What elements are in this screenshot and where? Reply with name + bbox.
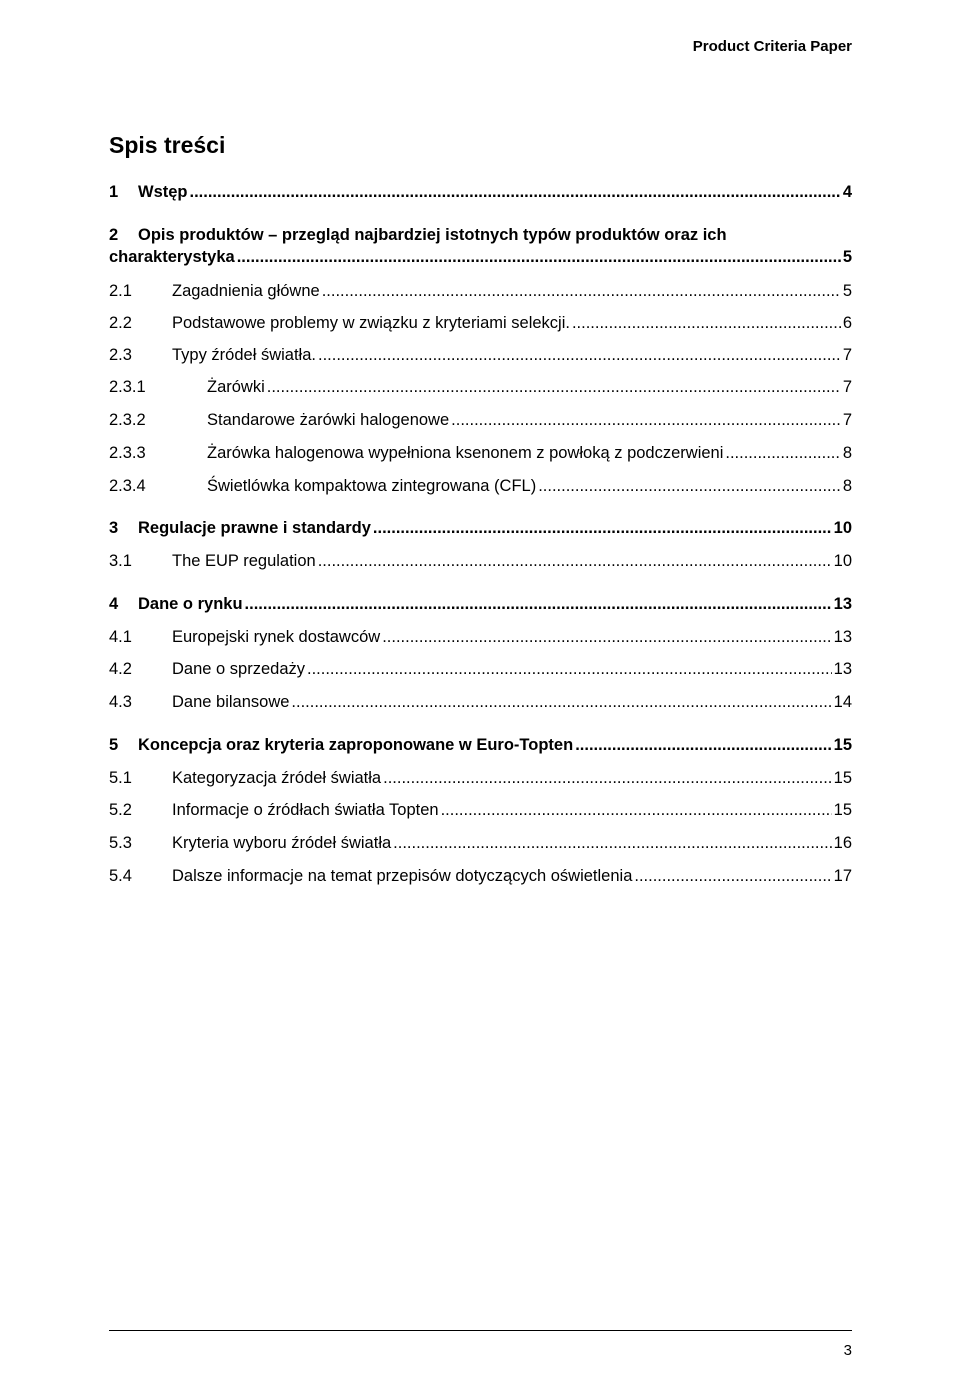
toc-entry-page: 6 xyxy=(842,314,852,332)
toc-title: Spis treści xyxy=(109,132,226,158)
toc-leader-dots xyxy=(318,552,832,571)
toc-entry-page: 10 xyxy=(833,519,852,537)
toc-entry-4-2[interactable] xyxy=(109,660,852,679)
toc-entry-page: 8 xyxy=(842,477,852,495)
toc-entry-title-line2: charakterystyka xyxy=(109,248,235,266)
toc-entry-title: Typy źródeł światła. xyxy=(172,346,316,364)
toc-leader-dots xyxy=(538,477,841,496)
toc-entry-page: 15 xyxy=(833,736,852,754)
toc-entry-page: 13 xyxy=(833,595,852,613)
toc-leader-dots xyxy=(318,346,841,365)
toc-entry-number: 3.1 xyxy=(109,552,132,570)
toc-leader-dots xyxy=(441,801,832,820)
toc-entry-number: 5 xyxy=(109,736,119,754)
toc-leader-dots xyxy=(307,660,832,679)
toc-entry-title: Standarowe żarówki halogenowe xyxy=(207,411,450,429)
toc-entry-page: 16 xyxy=(833,834,852,852)
toc-entry-number: 4.1 xyxy=(109,628,132,646)
toc-entry-2-3-4[interactable] xyxy=(109,477,852,496)
toc-entry-page: 15 xyxy=(833,801,852,819)
toc-entry-number: 5.3 xyxy=(109,834,132,852)
toc-entry-title: The EUP regulation xyxy=(172,552,316,570)
toc-entry-2[interactable] xyxy=(109,226,852,267)
toc-entry-5-4[interactable] xyxy=(109,867,852,886)
toc-entry-2-3-1[interactable] xyxy=(109,378,852,397)
toc-leader-dots xyxy=(382,628,831,647)
toc-leader-dots xyxy=(267,378,841,397)
toc-entry-number: 2 xyxy=(109,226,119,244)
toc-leader-dots xyxy=(575,736,831,755)
toc-entry-number: 2.3.2 xyxy=(109,411,146,429)
toc-leader-dots xyxy=(245,595,832,614)
toc-entry-title: Podstawowe problemy w związku z kryteriami selekcji. xyxy=(172,314,570,332)
toc-entry-title: Zagadnienia główne xyxy=(172,282,320,300)
toc-entry-title: Europejski rynek dostawców xyxy=(172,628,381,646)
toc-entry-title: Żarówka halogenowa wypełniona ksenonem z powłoką z podczerwieni xyxy=(207,444,724,462)
toc-leader-dots xyxy=(373,519,832,538)
toc-entry-title: Żarówki xyxy=(207,378,265,396)
toc-entry-number: 2.3.1 xyxy=(109,378,146,396)
running-header: Product Criteria Paper xyxy=(692,38,852,55)
toc-entry-page: 15 xyxy=(833,769,852,787)
toc-leader-dots xyxy=(572,314,841,333)
toc-entry-number: 1 xyxy=(109,183,119,201)
toc-entry-page: 17 xyxy=(833,867,852,885)
toc-entry-page: 5 xyxy=(842,248,852,266)
toc-leader-dots xyxy=(725,444,840,463)
toc-entry-number: 3 xyxy=(109,519,119,537)
toc-leader-dots xyxy=(383,769,832,788)
toc-entry-page: 7 xyxy=(842,411,852,429)
toc-entry-title-line1: Opis produktów – przegląd najbardziej istotnych typów produktów oraz ich xyxy=(138,226,727,244)
toc-entry-2-3-3[interactable] xyxy=(109,444,852,463)
toc-entry-page: 7 xyxy=(842,346,852,364)
toc-entry-title: Dane bilansowe xyxy=(172,693,290,711)
toc-entry-title: Kryteria wyboru źródeł światła xyxy=(172,834,392,852)
toc-entry-number: 4.2 xyxy=(109,660,132,678)
toc-entry-5-3[interactable] xyxy=(109,834,852,853)
toc-entry-2-2[interactable] xyxy=(109,314,852,333)
toc-entry-4[interactable] xyxy=(109,595,852,614)
toc-entry-page: 13 xyxy=(833,660,852,678)
toc-entry-number: 2.3.3 xyxy=(109,444,146,462)
toc-entry-title: Kategoryzacja źródeł światła xyxy=(172,769,382,787)
toc-entry-number: 2.2 xyxy=(109,314,132,332)
toc-entry-4-3[interactable] xyxy=(109,693,852,712)
toc-leader-dots xyxy=(451,411,841,430)
toc-entry-page: 13 xyxy=(833,628,852,646)
toc-entry-5[interactable] xyxy=(109,736,852,755)
toc-entry-page: 5 xyxy=(842,282,852,300)
toc-entry-number: 5.4 xyxy=(109,867,132,885)
toc-entry-page: 10 xyxy=(833,552,852,570)
toc-entry-5-2[interactable] xyxy=(109,801,852,820)
toc-entry-title: Dane o rynku xyxy=(138,595,243,613)
toc-entry-number: 4.3 xyxy=(109,693,132,711)
toc-entry-4-1[interactable] xyxy=(109,628,852,647)
toc-entry-number: 2.3.4 xyxy=(109,477,146,495)
toc-entry-title: Koncepcja oraz kryteria zaproponowane w Euro-Topten xyxy=(138,736,574,754)
toc-entry-page: 14 xyxy=(833,693,852,711)
toc-entry-title: Świetlówka kompaktowa zintegrowana (CFL) xyxy=(207,477,537,495)
toc-entry-page: 8 xyxy=(842,444,852,462)
toc-entry-number: 2.1 xyxy=(109,282,132,300)
toc-leader-dots xyxy=(237,248,841,267)
toc-entry-3-1[interactable] xyxy=(109,552,852,571)
toc-entry-2-1[interactable] xyxy=(109,282,852,301)
toc-leader-dots xyxy=(322,282,841,301)
toc-leader-dots xyxy=(634,867,831,886)
toc-entry-3[interactable] xyxy=(109,519,852,538)
toc-entry-2-3[interactable] xyxy=(109,346,852,365)
toc-entry-number: 4 xyxy=(109,595,119,613)
toc-entry-title: Wstęp xyxy=(138,183,188,201)
toc-entry-number: 5.1 xyxy=(109,769,132,787)
toc-entry-number: 2.3 xyxy=(109,346,132,364)
toc-entry-title: Informacje o źródłach światła Topten xyxy=(172,801,439,819)
page-number: 3 xyxy=(843,1342,852,1359)
toc-entry-title: Dane o sprzedaży xyxy=(172,660,305,678)
toc-entry-5-1[interactable] xyxy=(109,769,852,788)
toc-entry-page: 7 xyxy=(842,378,852,396)
toc-entry-1[interactable] xyxy=(109,183,852,202)
toc-entry-2-3-2[interactable] xyxy=(109,411,852,430)
footer-divider xyxy=(109,1330,852,1331)
toc-leader-dots xyxy=(393,834,831,853)
toc-leader-dots xyxy=(190,183,841,202)
toc-leader-dots xyxy=(291,693,831,712)
toc-entry-number: 5.2 xyxy=(109,801,132,819)
toc-entry-page: 4 xyxy=(842,183,852,201)
toc-entry-title: Regulacje prawne i standardy xyxy=(138,519,371,537)
toc-entry-title: Dalsze informacje na temat przepisów dotyczących oświetlenia xyxy=(172,867,633,885)
